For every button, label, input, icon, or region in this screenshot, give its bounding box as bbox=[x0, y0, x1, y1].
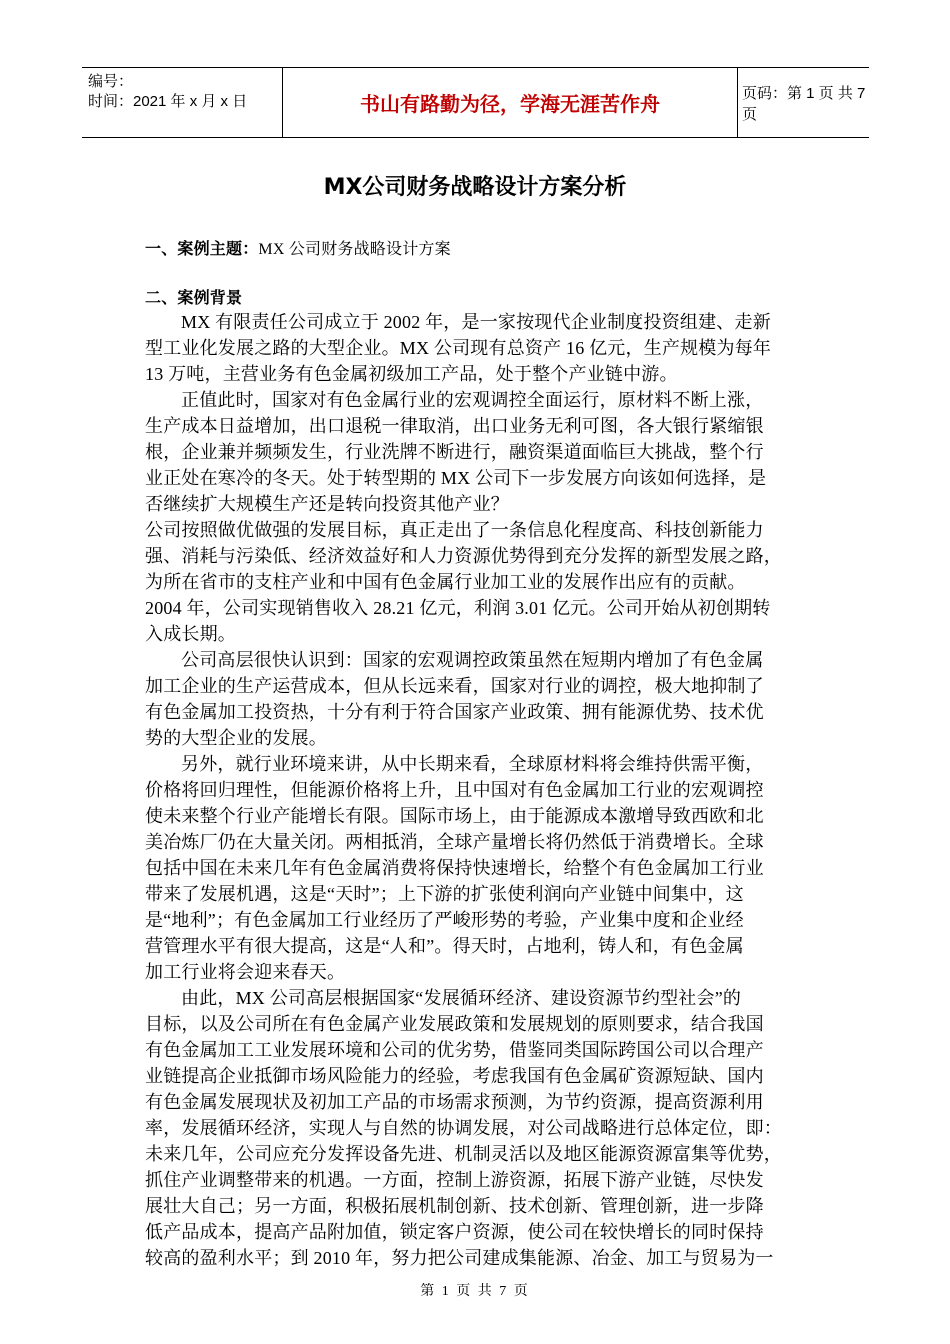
body-line: 由此，MX 公司高层根据国家“发展循环经济、建设资源节约型社会”的 bbox=[181, 988, 742, 1008]
body-line: 有色金属加工投资热，十分有利于符合国家产业政策、拥有能源优势、技术优 bbox=[145, 702, 764, 722]
header-left bbox=[88, 72, 247, 112]
body-line: 正值此时，国家对有色金属行业的宏观调控全面运行，原材料不断上涨， bbox=[181, 390, 764, 410]
body-line: 生产成本日益增加，出口退税一律取消，出口业务无利可图，各大银行紧缩银 bbox=[145, 416, 764, 436]
body-line: 2004 年，公司实现销售收入 28.21 亿元，利润 3.01 亿元。公司开始从初创期转 bbox=[145, 598, 771, 618]
body-line: 入成长期。 bbox=[145, 624, 236, 644]
body-line: 势的大型企业的发展。 bbox=[145, 728, 327, 748]
body-line: 公司按照做优做强的发展目标，真正走出了一条信息化程度高、科技创新能力 bbox=[145, 520, 764, 540]
section-2-heading: 二、案例背景 bbox=[145, 288, 243, 307]
body-line: 率，发展循环经济，实现人与自然的协调发展，对公司战略进行总体定位，即： bbox=[145, 1118, 782, 1138]
body-line: 带来了发展机遇，这是“天时”；上下游的扩张使利润向产业链中间集中，这 bbox=[145, 884, 744, 904]
body-line: 低产品成本，提高产品附加值，锁定客户资源，使公司在较快增长的同时保持 bbox=[145, 1222, 764, 1242]
body-line: 包括中国在未来几年有色金属消费将保持快速增长，给整个有色金属加工行业 bbox=[145, 858, 764, 878]
doc-number-label: 编号： bbox=[88, 73, 134, 90]
body-line: 为所在省市的支柱产业和中国有色金属行业加工业的发展作出应有的贡献。 bbox=[145, 572, 746, 592]
body-line: 根，企业兼并频频发生，行业洗牌不断进行，融资渠道面临巨大挑战，整个行 bbox=[145, 442, 764, 462]
body-line: 加工企业的生产运营成本，但从长远来看，国家对行业的调控，极大地抑制了 bbox=[145, 676, 764, 696]
body-line: 较高的盈利水平；到 2010 年，努力把公司建成集能源、冶金、加工与贸易为一 bbox=[145, 1248, 774, 1268]
body-line: 营管理水平有很大提高，这是“人和”。得天时，占地利，铸人和，有色金属 bbox=[145, 936, 744, 956]
body-line: 业链提高企业抵御市场风险能力的经验，考虑我国有色金属矿资源短缺、国内 bbox=[145, 1066, 764, 1086]
body-line: 加工行业将会迎来春天。 bbox=[145, 962, 346, 982]
body-line: 是“地利”；有色金属加工行业经历了严峻形势的考验，产业集中度和企业经 bbox=[145, 910, 744, 930]
header-page-info: 页码：第 1 页 共 7 页 bbox=[742, 84, 866, 123]
page-header bbox=[82, 67, 869, 138]
body-line: 有色金属加工工业发展环境和公司的优劣势，借鉴同类国际跨国公司以合理产 bbox=[145, 1040, 764, 1060]
body-line: MX 有限责任公司成立于 2002 年，是一家按现代企业制度投资组建、走新 bbox=[181, 312, 771, 332]
body-line: 使未来整个行业产能增长有限。国际市场上，由于能源成本激增导致西欧和北 bbox=[145, 806, 764, 826]
doc-date: 时间：2021 年 x 月 x 日 bbox=[88, 93, 248, 110]
header-motto: 书山有路勤为径，学海无涯苦作舟 bbox=[282, 68, 738, 137]
section-1-value: MX 公司财务战略设计方案 bbox=[258, 241, 451, 258]
body-line: 强、消耗与污染低、经济效益好和人力资源优势得到充分发挥的新型发展之路， bbox=[145, 546, 782, 566]
section-1 bbox=[145, 234, 811, 264]
body-line: 13 万吨，主营业务有色金属初级加工产品，处于整个产业链中游。 bbox=[145, 364, 678, 384]
body-line: 另外，就行业环境来讲，从中长期来看，全球原材料将会维持供需平衡， bbox=[181, 754, 764, 774]
body-line: 美冶炼厂仍在大量关闭。两相抵消，全球产量增长将仍然低于消费增长。全球 bbox=[145, 832, 764, 852]
body-line: 未来几年，公司应充分发挥设备先进、机制灵活以及地区能源资源富集等优势， bbox=[145, 1144, 782, 1164]
body-line: 业正处在寒冷的冬天。处于转型期的 MX 公司下一步发展方向该如何选择，是 bbox=[145, 468, 767, 488]
body-line: 抓住产业调整带来的机遇。一方面，控制上游资源，拓展下游产业链，尽快发 bbox=[145, 1170, 764, 1190]
body-line: 价格将回归理性，但能源价格将上升，且中国对有色金属加工行业的宏观调控 bbox=[145, 780, 764, 800]
section-1-label: 一、案例主题： bbox=[145, 239, 259, 258]
body-line: 有色金属发展现状及初加工产品的市场需求预测，为节约资源，提高资源利用 bbox=[145, 1092, 764, 1112]
body-line: 公司高层很快认识到：国家的宏观调控政策虽然在短期内增加了有色金属 bbox=[181, 650, 764, 670]
body-line: 目标，以及公司所在有色金属产业发展政策和发展规划的原则要求，结合我国 bbox=[145, 1014, 764, 1034]
document-title: MX公司财务战略设计方案分析 bbox=[323, 175, 627, 200]
body-line: 展壮大自己；另一方面，积极拓展机制创新、技术创新、管理创新，进一步降 bbox=[145, 1196, 764, 1216]
body-line: 否继续扩大规模生产还是转向投资其他产业？ bbox=[145, 494, 509, 514]
body-line: 型工业化发展之路的大型企业。MX 公司现有总资产 16 亿元，生产规模为每年 bbox=[145, 338, 772, 358]
page-footer: 第 1 页 共 7 页 bbox=[420, 1284, 530, 1299]
